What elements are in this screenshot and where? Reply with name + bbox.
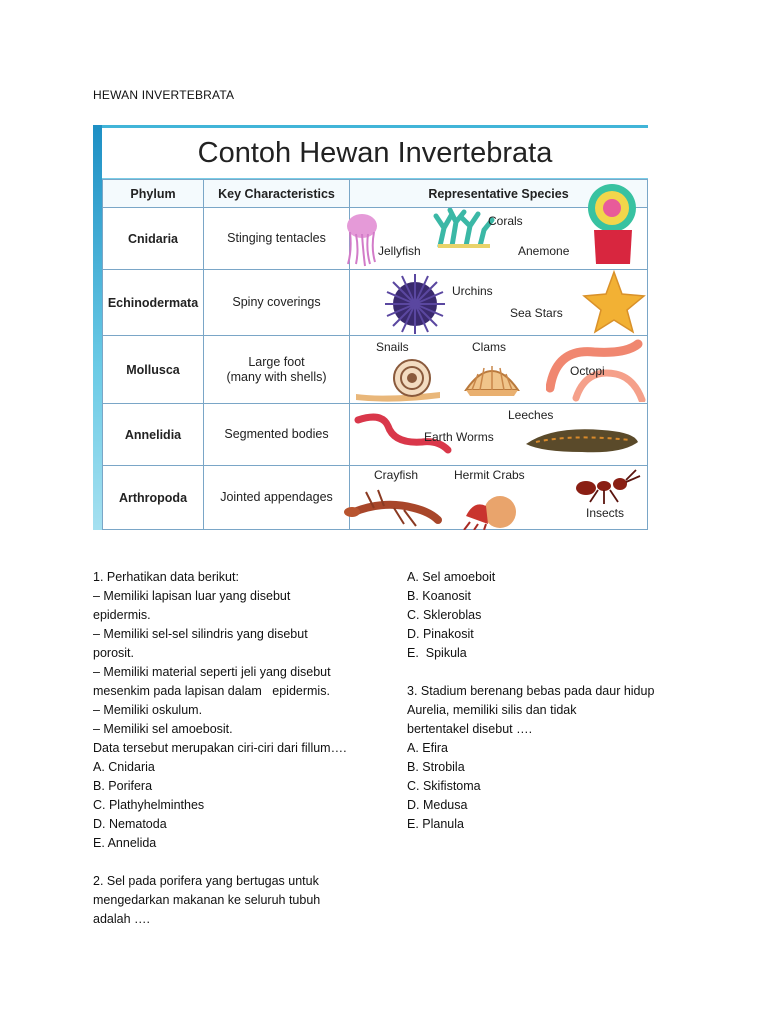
phylum-cell: Echinodermata — [103, 270, 204, 336]
text-line: – Memiliki lapisan luar yang disebut — [93, 589, 291, 603]
invertebrate-figure — [93, 125, 648, 530]
phylum-cell: Arthropoda — [103, 466, 204, 530]
invertebrate-table — [102, 179, 648, 530]
table-row — [103, 404, 648, 466]
header-representative-species: Representative Species — [350, 180, 648, 208]
species-label: Clams — [472, 340, 507, 354]
clam-icon — [462, 358, 522, 398]
text-line: 1. Perhatikan data berikut: — [93, 570, 239, 584]
text-line: E. Annelida — [93, 836, 157, 850]
header-key-characteristics: Key Characteristics — [204, 180, 350, 208]
table-row — [103, 208, 648, 270]
species-cell — [350, 404, 648, 466]
table-row — [103, 466, 648, 530]
text-line: Aurelia, memiliki silis dan tidak — [407, 703, 577, 717]
text-line: mengedarkan makanan ke seluruh tubuh — [93, 893, 321, 907]
crayfish-icon — [344, 486, 444, 530]
species-cell — [350, 270, 648, 336]
figure-heading: Contoh Hewan Invertebrata — [102, 128, 648, 178]
phylum-cell: Cnidaria — [103, 208, 204, 270]
species-cell — [350, 336, 648, 404]
key-characteristic-cell: Large foot (many with shells) — [204, 336, 350, 404]
table-row — [103, 270, 648, 336]
text-line: – Memiliki material seperti jeli yang disebut — [93, 665, 331, 679]
hermit-crab-icon — [460, 486, 530, 530]
text-line: Data tersebut merupakan ciri-ciri dari fillum…. — [93, 741, 347, 755]
document-title: HEWAN INVERTEBRATA — [93, 88, 235, 102]
species-label: Sea Stars — [510, 306, 563, 320]
species-label: Leeches — [508, 408, 554, 422]
species-label: Corals — [488, 214, 523, 228]
text-line: adalah …. — [93, 912, 150, 926]
text-line: C. Skleroblas — [407, 608, 482, 622]
text-line: – Memiliki oskulum. — [93, 703, 203, 717]
text-line: D. Medusa — [407, 798, 468, 812]
paragraph-gap — [93, 853, 383, 872]
text-line: – Memiliki sel-sel silindris yang disebut — [93, 627, 308, 641]
key-characteristic-cell: Stinging tentacles — [204, 208, 350, 270]
species-label: Earth Worms — [424, 430, 494, 444]
species-label: Jellyfish — [378, 244, 421, 258]
text-line: porosit. — [93, 646, 134, 660]
header-phylum: Phylum — [103, 180, 204, 208]
phylum-cell: Annelidia — [103, 404, 204, 466]
paragraph-gap — [407, 663, 697, 682]
text-line: – Memiliki sel amoebosit. — [93, 722, 233, 736]
questions-left-column — [93, 568, 383, 929]
ant-icon — [570, 466, 642, 506]
snail-icon — [354, 354, 444, 402]
questions-right-column — [407, 568, 697, 834]
species-label: Hermit Crabs — [454, 468, 525, 482]
text-line: D. Pinakosit — [407, 627, 474, 641]
key-characteristic-cell: Spiny coverings — [204, 270, 350, 336]
figure-frame-strip — [93, 125, 102, 530]
species-cell — [350, 466, 648, 530]
anemone-icon — [578, 180, 648, 272]
species-label: Urchins — [452, 284, 493, 298]
phylum-cell: Mollusca — [103, 336, 204, 404]
text-line: E. Spikula — [407, 646, 467, 660]
key-characteristic-cell: Jointed appendages — [204, 466, 350, 530]
leech-icon — [522, 422, 642, 458]
species-label: Snails — [376, 340, 409, 354]
text-line: 2. Sel pada porifera yang bertugas untuk — [93, 874, 319, 888]
text-line: A. Sel amoeboit — [407, 570, 496, 584]
species-label: Crayfish — [374, 468, 419, 482]
sea-star-icon — [582, 270, 646, 336]
jellyfish-icon — [342, 210, 382, 268]
text-line: bertentakel disebut …. — [407, 722, 533, 736]
species-label: Octopi — [570, 364, 605, 378]
key-characteristic-cell: Segmented bodies — [204, 404, 350, 466]
text-line: E. Planula — [407, 817, 464, 831]
text-line: C. Skifistoma — [407, 779, 481, 793]
species-cell — [350, 208, 648, 270]
text-line: B. Porifera — [93, 779, 153, 793]
table-row — [103, 336, 648, 404]
text-line: mesenkim pada lapisan dalam epidermis. — [93, 684, 330, 698]
text-line: B. Koanosit — [407, 589, 471, 603]
species-label: Insects — [586, 506, 625, 520]
text-line: B. Strobila — [407, 760, 465, 774]
text-line: C. Plathyhelminthes — [93, 798, 205, 812]
text-line: D. Nematoda — [93, 817, 167, 831]
table-header-row — [103, 180, 648, 208]
text-line: epidermis. — [93, 608, 151, 622]
text-line: 3. Stadium berenang bebas pada daur hidup — [407, 684, 655, 698]
species-label: Anemone — [518, 244, 570, 258]
text-line: A. Cnidaria — [93, 760, 155, 774]
text-line: A. Efira — [407, 741, 448, 755]
sea-urchin-icon — [380, 272, 450, 336]
